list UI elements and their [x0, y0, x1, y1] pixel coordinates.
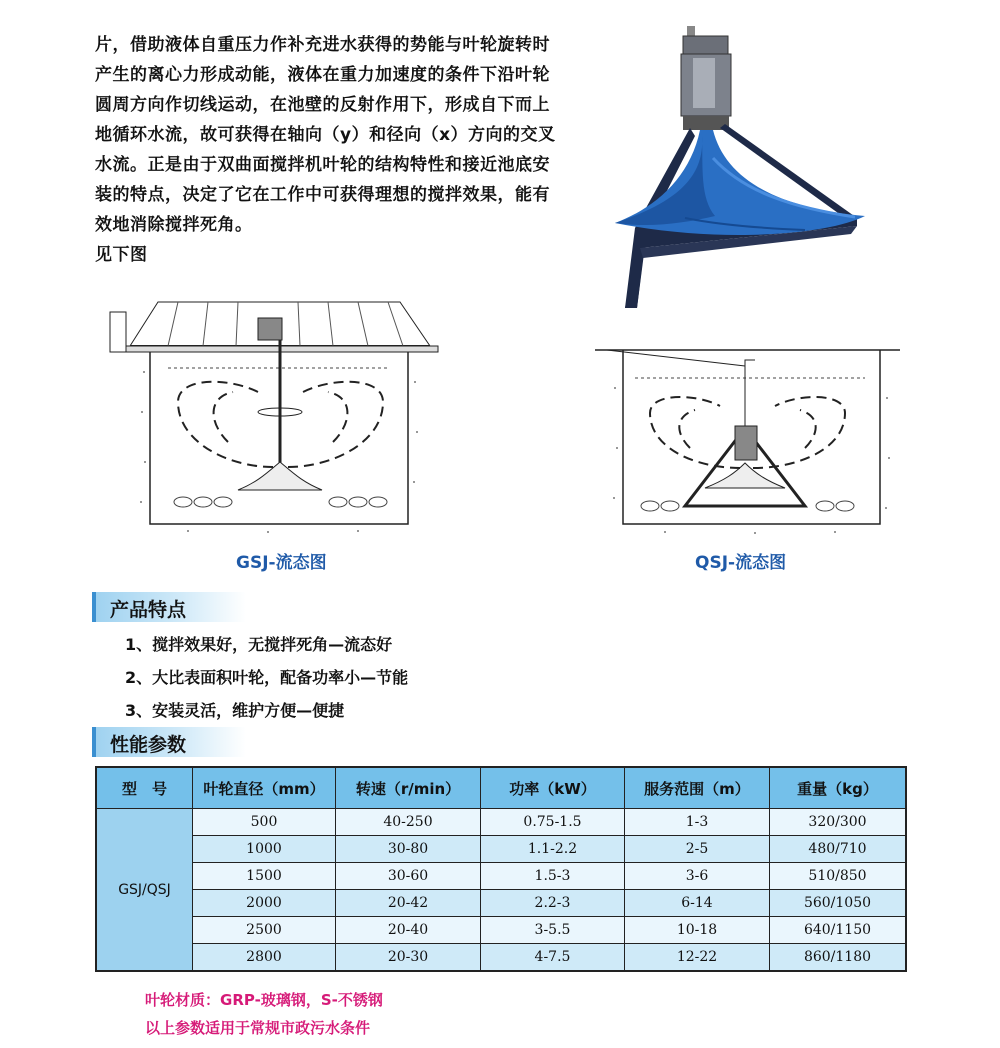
- table-row: [96, 890, 906, 917]
- intro-line: 片，借助液体自重压力作补充进水获得的势能与叶轮旋转时: [95, 35, 550, 55]
- gsj-caption: GSJ-流态图: [236, 553, 327, 573]
- table-header-row: [96, 767, 906, 809]
- table-cell: 480/710: [770, 836, 907, 863]
- table-row: [96, 809, 906, 836]
- table-cell: 860/1180: [770, 944, 907, 972]
- notes: [145, 986, 383, 1042]
- feature-list: [125, 628, 408, 727]
- table-cell: 40-250: [336, 809, 481, 836]
- table-cell: 6-14: [625, 890, 770, 917]
- features-title: 产品特点: [110, 599, 187, 621]
- table-cell: 20-42: [336, 890, 481, 917]
- table-cell: 30-80: [336, 836, 481, 863]
- col-header: 重量（kg）: [770, 767, 907, 809]
- mixer-product-photo: [595, 18, 895, 313]
- table-row: [96, 836, 906, 863]
- col-header: 型 号: [96, 767, 193, 809]
- gsj-flow-diagram: [108, 292, 440, 536]
- col-header: 转速（r/min）: [336, 767, 481, 809]
- table-row: [96, 863, 906, 890]
- col-header: 叶轮直径（mm）: [193, 767, 336, 809]
- table-cell: 2800: [193, 944, 336, 972]
- table-cell: 320/300: [770, 809, 907, 836]
- table-row: [96, 944, 906, 972]
- col-header: 功率（kW）: [481, 767, 625, 809]
- qsj-flow-diagram: [595, 338, 900, 536]
- table-cell: 20-40: [336, 917, 481, 944]
- table-cell: 560/1050: [770, 890, 907, 917]
- table-cell: 510/850: [770, 863, 907, 890]
- table-cell: 3-6: [625, 863, 770, 890]
- feature-item: 3、安装灵活，维护方便—便捷: [125, 701, 345, 720]
- spec-table: [95, 766, 907, 972]
- intro-line: 效地消除搅拌死角。: [95, 215, 253, 235]
- model-cell: GSJ/QSJ: [96, 809, 193, 972]
- note-line: 以上参数适用于常规市政污水条件: [145, 1019, 371, 1037]
- table-cell: 1500: [193, 863, 336, 890]
- col-header: 服务范围（m）: [625, 767, 770, 809]
- table-cell: 1.1-2.2: [481, 836, 625, 863]
- table-cell: 4-7.5: [481, 944, 625, 972]
- table-cell: 3-5.5: [481, 917, 625, 944]
- table-row: [96, 917, 906, 944]
- qsj-caption: QSJ-流态图: [695, 553, 787, 573]
- table-cell: 20-30: [336, 944, 481, 972]
- table-cell: 500: [193, 809, 336, 836]
- table-cell: 10-18: [625, 917, 770, 944]
- table-cell: 12-22: [625, 944, 770, 972]
- intro-line: 产生的离心力形成动能，液体在重力加速度的条件下沿叶轮: [95, 65, 550, 85]
- table-cell: 640/1150: [770, 917, 907, 944]
- table-cell: 30-60: [336, 863, 481, 890]
- feature-item: 2、大比表面积叶轮，配备功率小—节能: [125, 668, 409, 687]
- intro-line: 见下图: [95, 245, 148, 265]
- intro-line: 装的特点，决定了它在工作中可获得理想的搅拌效果，能有: [95, 185, 550, 205]
- table-cell: 2500: [193, 917, 336, 944]
- specs-heading: [92, 727, 246, 757]
- intro-line: 圆周方向作切线运动，在池壁的反射作用下，形成自下而上: [95, 95, 550, 115]
- table-cell: 2-5: [625, 836, 770, 863]
- table-cell: 1-3: [625, 809, 770, 836]
- features-heading: [92, 592, 246, 622]
- intro-text: [95, 30, 575, 270]
- feature-item: 1、搅拌效果好，无搅拌死角—流态好: [125, 635, 393, 654]
- intro-line: 水流。正是由于双曲面搅拌机叶轮的结构特性和接近池底安: [95, 155, 550, 175]
- intro-line: 地循环水流，故可获得在轴向（y）和径向（x）方向的交叉: [95, 125, 556, 145]
- table-cell: 0.75-1.5: [481, 809, 625, 836]
- specs-title: 性能参数: [110, 734, 187, 756]
- table-cell: 2000: [193, 890, 336, 917]
- table-cell: 1000: [193, 836, 336, 863]
- note-line: 叶轮材质：GRP-玻璃钢，S-不锈钢: [145, 991, 383, 1009]
- table-cell: 1.5-3: [481, 863, 625, 890]
- table-cell: 2.2-3: [481, 890, 625, 917]
